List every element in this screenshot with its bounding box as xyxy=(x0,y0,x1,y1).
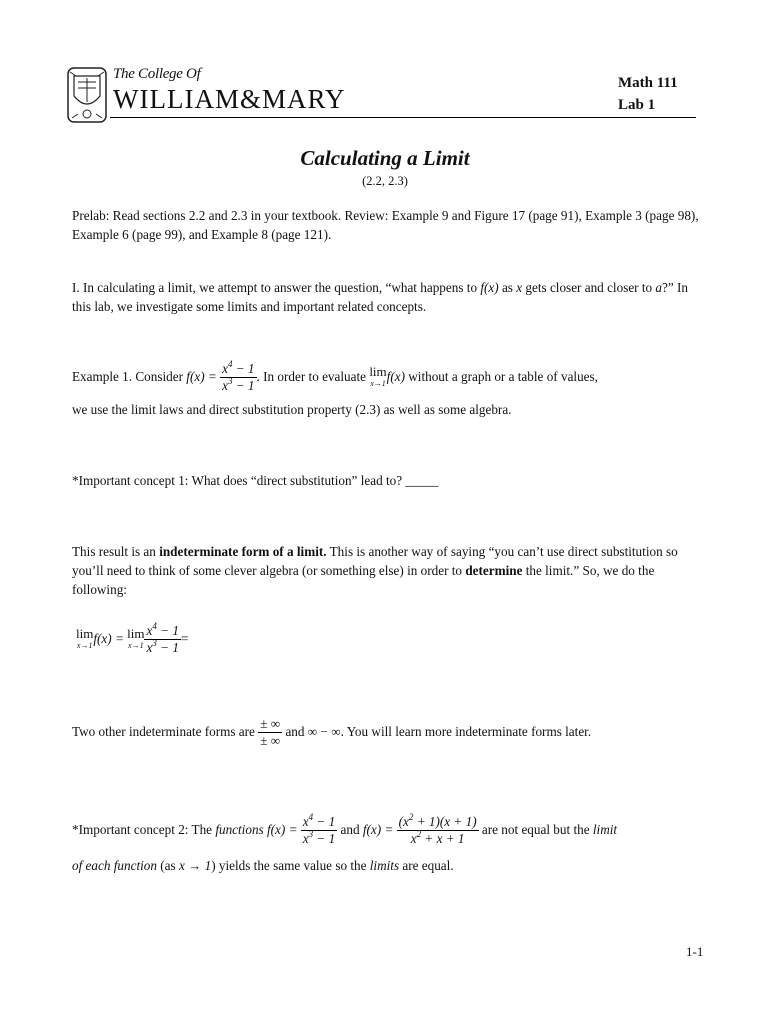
indet-text-1: This result is an xyxy=(72,544,156,559)
fraction-c2-2: $\frac{(x^2 + 1)(x + 1)}{x^2 + x + 1}$ xyxy=(398,812,477,847)
concept2-limits: limits xyxy=(369,858,400,873)
fraction-rhs: $\frac{x^4 - 1}{x^3 - 1}$ xyxy=(146,621,179,656)
concept2-as: (as xyxy=(160,858,176,873)
limit-computation xyxy=(76,617,188,661)
page-title: Calculating a Limit xyxy=(300,146,470,170)
example-mid: . In order to evaluate xyxy=(256,369,367,384)
page-subtitle: (2.2, 2.3) xyxy=(362,174,408,188)
intro-text-5: ?” In this lab, we investigate some limits and important related concepts. xyxy=(72,280,689,314)
limit-lhs: lim x→1 xyxy=(76,625,94,650)
fraction-c2-1: $\frac{x^4 - 1}{x^3 - 1}$ xyxy=(302,812,336,847)
limit-rhs: lim x→1 xyxy=(127,625,145,650)
x-to-1: x → 1 xyxy=(178,858,212,873)
concept2-tail: are not equal but the xyxy=(481,822,590,837)
forms-and: and xyxy=(285,724,305,739)
fx-lhs: f(x) = xyxy=(93,631,128,646)
important-concept-2 xyxy=(72,806,704,854)
college-seal-logo xyxy=(66,66,108,124)
inf-minus-inf: ∞ − ∞ xyxy=(307,724,341,739)
intro-text-1: I. In calculating a limit, we attempt to answer the question, “what happens to xyxy=(72,280,478,295)
section-intro xyxy=(72,278,704,316)
prelab-paragraph: Prelab: Read sections 2.2 and 2.3 in your textbook. Review: Example 9 and Figure 17 (page 91), Example 3 (page 98), Example 6 (page 99), and Example 8 (page 121). xyxy=(72,208,699,242)
fx-expression: f(x) xyxy=(480,280,499,295)
concept2-limit: limit xyxy=(592,822,618,837)
concept2-functions: functions xyxy=(215,822,264,837)
intro-text-2: as xyxy=(501,280,513,295)
a-variable: a xyxy=(652,280,663,295)
fx-definition: f(x) = xyxy=(186,369,217,384)
logo-text-wm: WILLIAM&MARY xyxy=(113,84,346,114)
page-number: 1-1 xyxy=(686,944,704,959)
concept2-lead: *Important concept 2: The xyxy=(72,822,213,837)
indet-text-3: the limit.” So, we do the following: xyxy=(72,563,655,597)
x-variable: x xyxy=(516,280,523,295)
concept2-yields: ) yields the same value so the xyxy=(211,858,367,873)
example-lead: Example 1. Consider xyxy=(72,369,183,384)
course-label: Math 111 xyxy=(618,75,678,91)
forms-lead: Two other indeterminate forms are xyxy=(72,724,255,739)
forms-tail: . You will learn more indeterminate forms later. xyxy=(340,724,592,739)
concept2-each-function: of each function xyxy=(72,858,157,873)
indet-text-2: This is another way of saying “you can’t use direct substitution so you’ll need to think of some clever algebra (or something else) in order to xyxy=(72,544,678,578)
fraction-inf-over-inf: $\frac{\pm \infty}{\pm \infty}$ xyxy=(260,716,281,749)
fx-expression-2: f(x) xyxy=(386,369,405,384)
course-info xyxy=(618,72,678,116)
lab-label: Lab 1 xyxy=(618,97,656,113)
example-1-line2: we use the limit laws and direct substitution property (2.3) as well as some algebra. xyxy=(72,402,512,417)
fx-c2-2: f(x) = xyxy=(362,822,394,837)
intro-text-3: gets closer and xyxy=(525,280,604,295)
other-forms xyxy=(72,712,704,752)
indeterminate-paragraph xyxy=(72,542,704,599)
concept2-end: are equal. xyxy=(402,858,454,873)
concept2-and: and xyxy=(340,822,360,837)
fraction-x4-over-x3: $\frac{x^4 - 1}{x^3 - 1}$ xyxy=(222,359,255,394)
example-1 xyxy=(72,355,704,399)
intro-text-4: closer to xyxy=(607,280,653,295)
indet-bold-1: indeterminate form of a limit. xyxy=(159,544,327,559)
example-tail: without a graph or a table of values, xyxy=(408,369,598,384)
limit-x-to-1: lim x→1 xyxy=(369,363,387,388)
concept2-line2 xyxy=(72,856,704,875)
equals-sign: = xyxy=(180,631,189,646)
fx-c2: f(x) = xyxy=(266,822,298,837)
header-rule xyxy=(110,117,696,118)
logo-text-college: The College Of xyxy=(113,66,201,82)
important-concept-1: *Important concept 1: What does “direct substitution” lead to? _____ xyxy=(72,473,439,488)
indet-bold-2: determine xyxy=(465,563,523,578)
